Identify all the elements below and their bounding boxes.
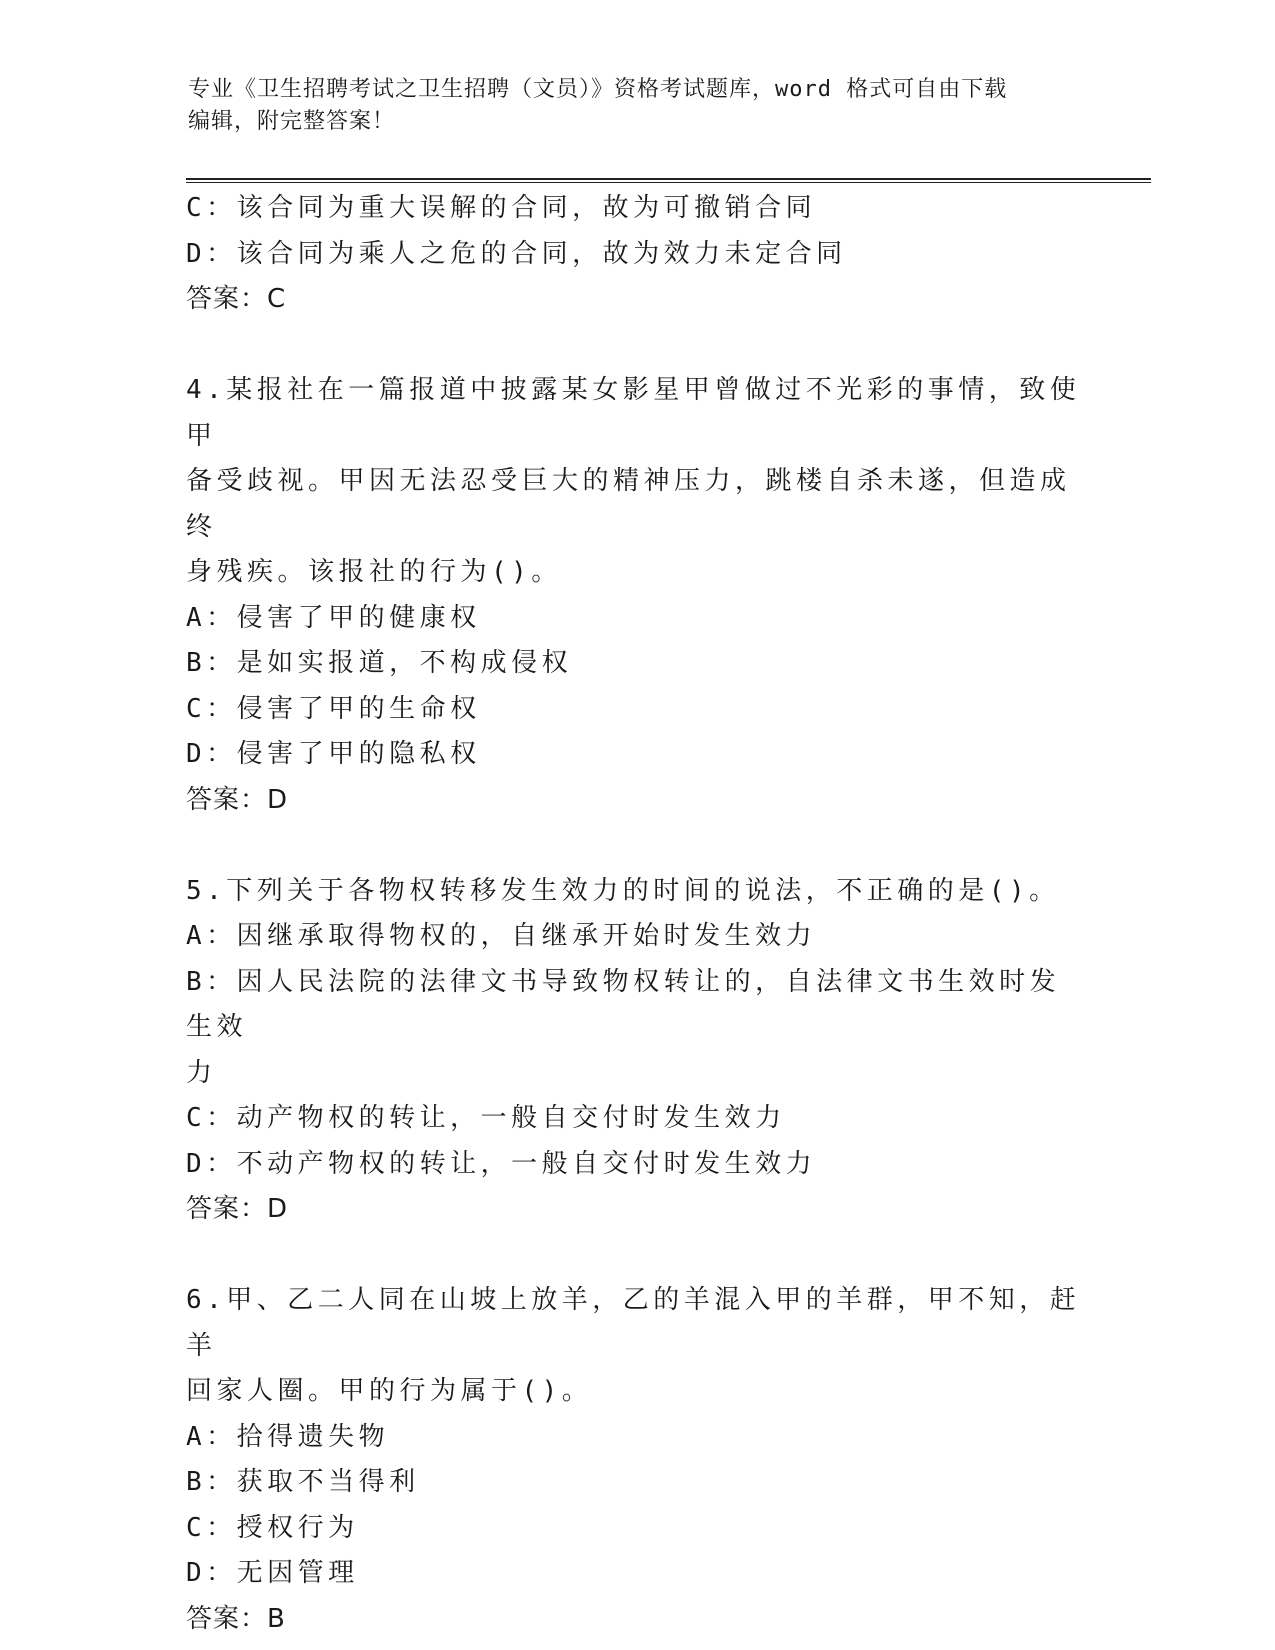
spacer	[186, 1233, 1086, 1279]
question-stem: 回家人圈。甲的行为属于()。	[186, 1376, 593, 1406]
option-b-continued: 力	[186, 1057, 217, 1088]
question-stem: 身残疾。该报社的行为()。	[186, 557, 562, 587]
spacer	[186, 323, 1086, 369]
header-divider	[186, 178, 1151, 183]
option-b: B：是如实报道，不构成侵权	[186, 648, 573, 678]
option-b: B：因人民法院的法律文书导致物权转让的，自法律文书生效时发生效	[186, 966, 1061, 1042]
question-list	[186, 186, 1086, 1642]
option-c: C：授权行为	[186, 1512, 359, 1543]
option-c: C：侵害了甲的生命权	[186, 693, 481, 724]
question-4	[186, 368, 1086, 823]
option-a: A：拾得遗失物	[186, 1421, 390, 1452]
question-stem: 4.某报社在一篇报道中披露某女影星甲曾做过不光彩的事情，致使甲	[186, 375, 1081, 451]
option-c: C：动产物权的转让，一般自交付时发生效力	[186, 1103, 786, 1133]
option-d: D：该合同为乘人之危的合同，故为效力未定合同	[186, 238, 847, 269]
option-b: B：获取不当得利	[186, 1467, 420, 1497]
option-d: D：不动产物权的转让，一般自交付时发生效力	[186, 1148, 817, 1179]
option-d: D：侵害了甲的隐私权	[186, 739, 481, 769]
question-stem: 备受歧视。甲因无法忍受巨大的精神压力，跳楼自杀未遂，但造成终	[186, 466, 1071, 542]
answer: 答案：C	[186, 284, 287, 314]
question-3	[186, 186, 1086, 323]
option-c: C：该合同为重大误解的合同，故为可撤销合同	[186, 193, 817, 223]
document-header	[188, 74, 1068, 138]
option-a: A：侵害了甲的健康权	[186, 602, 481, 633]
header-line: 专业《卫生招聘考试之卫生招聘（文员）》资格考试题库，word 格式可自由下载	[188, 77, 1008, 102]
question-5	[186, 869, 1086, 1233]
option-a: A：因继承取得物权的，自继承开始时发生效力	[186, 921, 817, 951]
answer: 答案：D	[186, 784, 289, 815]
spacer	[186, 823, 1086, 869]
question-stem: 5.下列关于各物权转移发生效力的时间的说法，不正确的是()。	[186, 875, 1060, 906]
header-line: 编辑，附完整答案！	[188, 109, 396, 134]
question-stem: 6.甲、乙二人同在山坡上放羊，乙的羊混入甲的羊群，甲不知，赶羊	[186, 1285, 1081, 1361]
answer: 答案：B	[186, 1603, 286, 1634]
answer: 答案：D	[186, 1194, 289, 1224]
option-d: D：无因管理	[186, 1558, 359, 1588]
question-6	[186, 1278, 1086, 1642]
